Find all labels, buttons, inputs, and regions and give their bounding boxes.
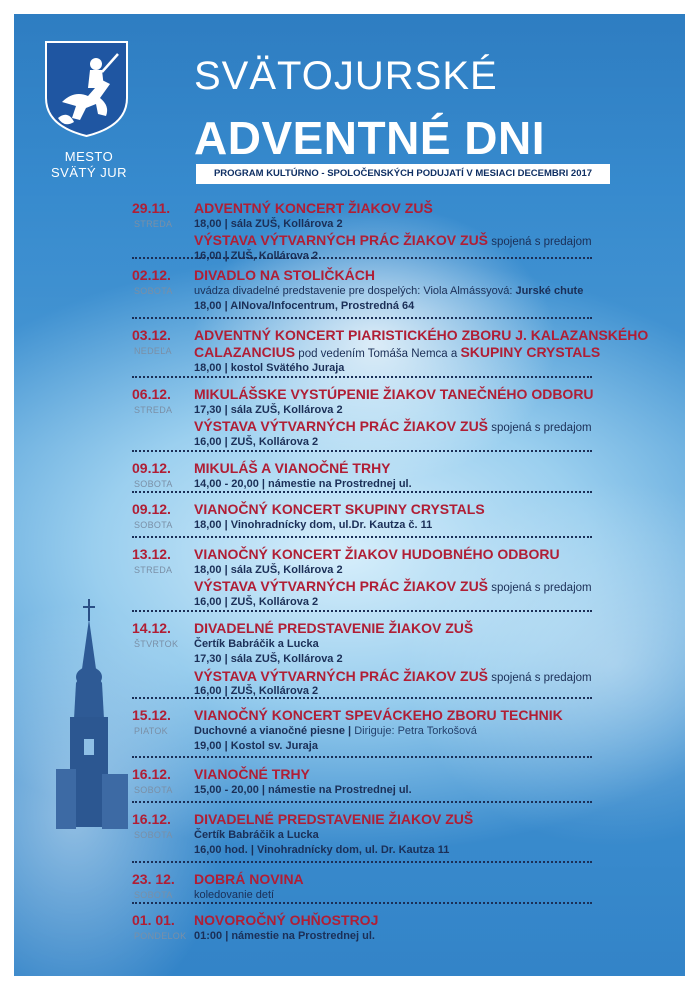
event-date: 06.12. xyxy=(132,386,171,402)
event-title: DIVADLO NA STOLIČKÁCH xyxy=(194,267,375,283)
event-subtitle: VÝSTAVA VÝTVARNÝCH PRÁC ŽIAKOV ZUŠ spojená s predajom xyxy=(194,578,592,595)
event-detail: 14,00 - 20,00 | námestie na Prostrednej ul. xyxy=(194,478,412,490)
program-subtitle: PROGRAM KULTÚRNO - SPOLOČENSKÝCH PODUJATÍ V MESIACI DECEMBRI 2017 xyxy=(196,164,610,184)
event-detail: 18,00 | sála ZUŠ, Kollárova 2 xyxy=(194,218,343,230)
event-weekday: STREDA xyxy=(134,219,173,229)
event-subtitle-note: spojená s predajom xyxy=(488,582,592,595)
event-weekday: SOBOTA xyxy=(134,286,173,296)
poster-title-line1: SVÄTOJURSKÉ xyxy=(194,54,498,98)
event-detail: 16,00 | ZUŠ, Kollárova 2 xyxy=(194,596,319,609)
event-weekday: SOBOTA xyxy=(134,830,173,840)
event-detail: Čertík Babráčik a Lucka xyxy=(194,829,319,841)
event-date: 16.12. xyxy=(132,811,171,827)
event-detail: 19,00 | Kostol sv. Juraja xyxy=(194,740,318,753)
event-date: 14.12. xyxy=(132,620,171,636)
event-weekday: SOBOTA xyxy=(134,785,173,795)
event-detail: 18,00 | kostol Svätého Juraja xyxy=(194,361,345,374)
event-title: VIANOČNÝ KONCERT SKUPINY CRYSTALS xyxy=(194,501,485,517)
event-date: 02.12. xyxy=(132,267,171,283)
event-title: ADVENTNÝ KONCERT PIARISTICKÉHO ZBORU J. KALAZANSKÉHO xyxy=(194,327,649,343)
event-separator xyxy=(132,902,592,904)
event-detail: koledovanie detí xyxy=(194,889,275,901)
event-separator xyxy=(132,801,592,803)
event-separator xyxy=(132,756,592,758)
event-separator xyxy=(132,450,592,452)
event-detail: 16,00 | ZUŠ, Kollárova 2 xyxy=(194,250,319,263)
event-separator xyxy=(132,697,592,699)
event-detail: 18,00 | Vinohradnícky dom, ul.Dr. Kautza č. 11 xyxy=(194,519,433,531)
event-date: 13.12. xyxy=(132,546,171,562)
event-weekday: SOBOTA xyxy=(134,479,173,489)
event-separator xyxy=(132,317,592,319)
event-detail: Duchovné a vianočné piesne | Diriguje: Petra Torkošová xyxy=(194,725,477,737)
event-subtitle-note: pod vedením Tomáša Nemca a xyxy=(295,348,461,360)
event-detail: 18,00 | AINova/Infocentrum, Prostredná 64 xyxy=(194,300,415,313)
event-date: 16.12. xyxy=(132,766,171,782)
event-date: 03.12. xyxy=(132,327,171,343)
event-date: 29.11. xyxy=(132,200,171,216)
event-detail-note: Diriguje: Petra Torkošová xyxy=(354,725,477,737)
event-weekday: SOBOTA xyxy=(134,520,173,530)
event-detail: 16,00 hod. | Vinohradnícky dom, ul. Dr. Kautza 11 xyxy=(194,844,450,857)
poster xyxy=(14,14,685,976)
event-date: 15.12. xyxy=(132,707,171,723)
event-subtitle-note: spojená s predajom xyxy=(488,422,592,435)
event-detail: 01:00 | námestie na Prostrednej ul. xyxy=(194,930,375,942)
event-detail: 17,30 | sála ZUŠ, Kollárova 2 xyxy=(194,653,343,666)
church-silhouette-image xyxy=(44,599,134,839)
event-subtitle: VÝSTAVA VÝTVARNÝCH PRÁC ŽIAKOV ZUŠ spojená s predajom xyxy=(194,232,592,249)
event-separator xyxy=(132,610,592,612)
event-title: VIANOČNÉ TRHY xyxy=(194,766,310,782)
event-detail: 18,00 | sála ZUŠ, Kollárova 2 xyxy=(194,564,343,576)
event-date: 01. 01. xyxy=(132,912,175,928)
event-detail: 16,00 | ZUŠ, Kollárova 2 xyxy=(194,685,319,698)
poster-title-line2: ADVENTNÉ DNI xyxy=(194,112,546,164)
event-title: ADVENTNÝ KONCERT ŽIAKOV ZUŠ xyxy=(194,200,433,216)
event-subtitle-group: SKUPINY CRYSTALS xyxy=(460,344,601,360)
event-separator xyxy=(132,491,592,493)
event-title: VIANOČNÝ KONCERT SPEVÁCKEHO ZBORU TECHNIK xyxy=(194,707,563,723)
event-separator xyxy=(132,376,592,378)
event-detail-highlight: Jurské chute xyxy=(515,285,584,297)
event-detail: 16,00 | ZUŠ, Kollárova 2 xyxy=(194,436,319,449)
event-separator xyxy=(132,861,592,863)
event-subtitle: VÝSTAVA VÝTVARNÝCH PRÁC ŽIAKOV ZUŠ spojená s predajom xyxy=(194,667,592,684)
event-separator xyxy=(132,536,592,538)
event-subtitle: VÝSTAVA VÝTVARNÝCH PRÁC ŽIAKOV ZUŠ spojená s predajom xyxy=(194,418,592,435)
city-crest-logo xyxy=(44,40,129,138)
event-detail: Čertík Babráčik a Lucka xyxy=(194,638,319,650)
event-title: VIANOČNÝ KONCERT ŽIAKOV HUDOBNÉHO ODBORU xyxy=(194,546,560,562)
event-weekday: STREDA xyxy=(134,565,173,575)
event-weekday: PONDELOK xyxy=(134,931,187,941)
event-title: DIVADELNÉ PREDSTAVENIE ŽIAKOV ZUŠ xyxy=(194,620,474,636)
event-detail: uvádza divadelné predstavenie pre dospelých: Viola Almássyová: Jurské chute xyxy=(194,285,584,297)
event-title: MIKULÁŠ A VIANOČNÉ TRHY xyxy=(194,460,391,476)
event-date: 09.12. xyxy=(132,460,171,476)
event-weekday: SOBOTA xyxy=(134,890,173,900)
event-weekday: NEDEĽA xyxy=(134,346,172,356)
event-subtitle-note: spojená s predajom xyxy=(488,236,592,249)
event-title: MIKULÁŠSKE VYSTÚPENIE ŽIAKOV TANEČNÉHO ODBORU xyxy=(194,386,594,402)
event-weekday: PIATOK xyxy=(134,726,168,736)
event-weekday: STREDA xyxy=(134,405,173,415)
event-separator xyxy=(132,257,592,259)
event-date: 09.12. xyxy=(132,501,171,517)
event-title: DIVADELNÉ PREDSTAVENIE ŽIAKOV ZUŠ xyxy=(194,811,474,827)
city-name-line1: MESTO xyxy=(64,149,114,164)
city-name-line2: SVÄTÝ JUR xyxy=(50,165,127,180)
event-detail: 17,30 | sála ZUŠ, Kollárova 2 xyxy=(194,404,343,416)
event-detail: 15,00 - 20,00 | námestie na Prostrednej ul. xyxy=(194,784,412,796)
event-subtitle: CALAZANCIUS pod vedením Tomáša Nemca a SKUPINY CRYSTALS xyxy=(194,344,601,360)
event-title: NOVOROČNÝ OHŇOSTROJ xyxy=(194,912,379,928)
event-subtitle-note: spojená s predajom xyxy=(488,671,592,684)
event-weekday: ŠTVRTOK xyxy=(134,639,179,649)
event-title: DOBRÁ NOVINA xyxy=(194,871,304,887)
event-date: 23. 12. xyxy=(132,871,175,887)
